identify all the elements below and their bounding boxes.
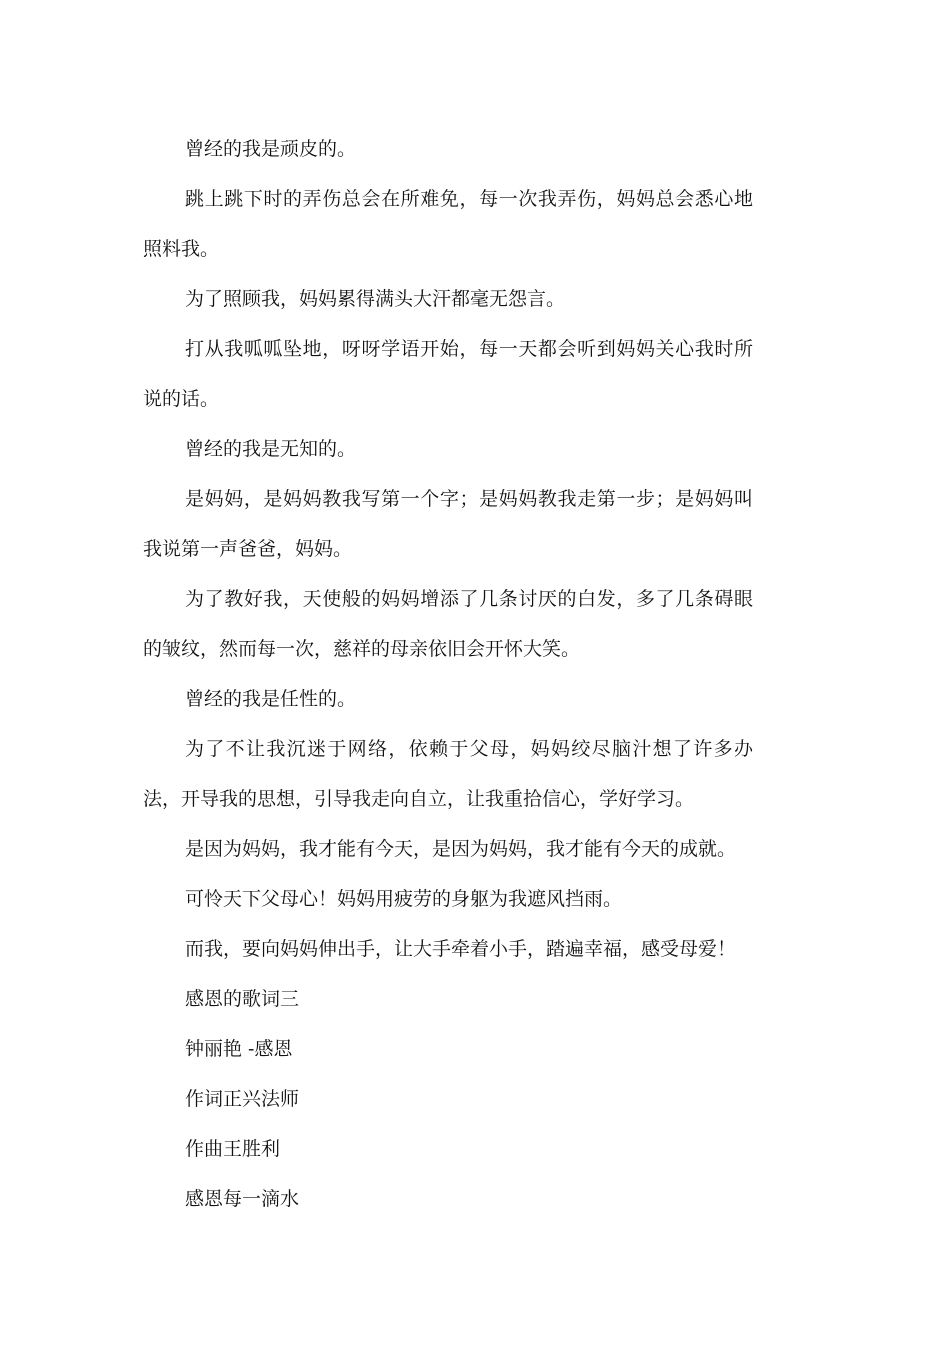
paragraph: 曾经的我是顽皮的。	[185, 138, 357, 160]
paragraph: 为了照顾我，妈妈累得满头大汗都毫无怨言。	[185, 288, 566, 310]
song-artist-title: 钟丽艳 -感恩	[185, 1038, 293, 1060]
paragraph: 是因为妈妈，我才能有今天，是因为妈妈，我才能有今天的成就。	[185, 838, 737, 860]
document-body	[143, 124, 753, 1224]
paragraph: 为了教好我，天使般的妈妈增添了几条讨厌的白发，多了几条碍眼的皱纹，然而每一次，慈祥的母亲依旧会开怀大笑。	[143, 588, 753, 660]
paragraph: 打从我呱呱坠地，呀呀学语开始，每一天都会听到妈妈关心我时所说的话。	[143, 338, 753, 410]
paragraph: 可怜天下父母心！妈妈用疲劳的身躯为我遮风挡雨。	[185, 888, 623, 910]
paragraph: 跳上跳下时的弄伤总会在所难免，每一次我弄伤，妈妈总会悉心地照料我。	[143, 188, 753, 260]
paragraph: 曾经的我是无知的。	[185, 438, 357, 460]
paragraph: 曾经的我是任性的。	[185, 688, 357, 710]
song-heading: 感恩的歌词三	[185, 988, 300, 1010]
lyricist-credit: 作词正兴法师	[185, 1088, 300, 1110]
paragraph: 是妈妈，是妈妈教我写第一个字；是妈妈教我走第一步；是妈妈叫我说第一声爸爸，妈妈。	[143, 488, 753, 560]
paragraph: 为了不让我沉迷于网络，依赖于父母，妈妈绞尽脑汁想了许多办法，开导我的思想，引导我走向自立，让我重拾信心，学好学习。	[143, 738, 753, 810]
lyric-line: 感恩每一滴水	[185, 1188, 300, 1210]
composer-credit: 作曲王胜利	[185, 1138, 281, 1160]
paragraph: 而我，要向妈妈伸出手，让大手牵着小手，踏遍幸福，感受母爱！	[185, 938, 737, 960]
